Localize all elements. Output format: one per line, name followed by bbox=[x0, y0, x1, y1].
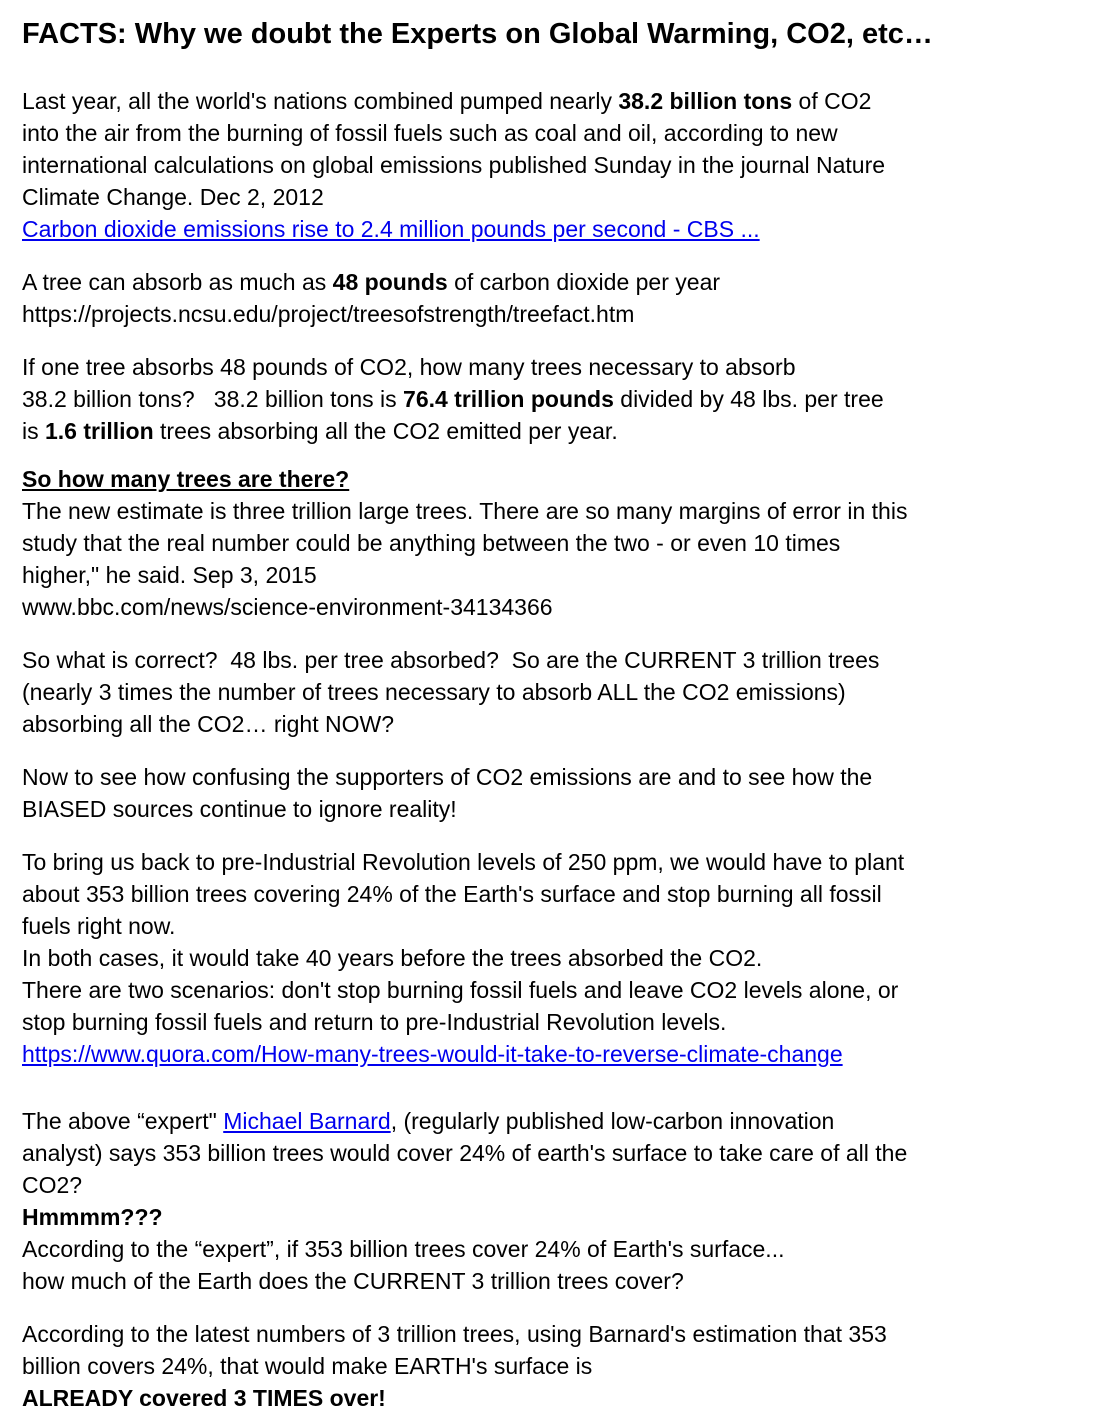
text-line: So what is correct? 48 lbs. per tree absorbed? So are the CURRENT 3 trillion trees bbox=[22, 647, 880, 673]
paragraph-quora-scenarios bbox=[22, 846, 1098, 1070]
text-line: analyst) says 353 billion trees would cover 24% of earth's surface to take care of all the bbox=[22, 1140, 908, 1166]
text-line: , (regularly published low-carbon innovation bbox=[390, 1108, 835, 1134]
paragraph-conclusion bbox=[22, 1318, 1098, 1414]
paragraph-biased-sources bbox=[22, 761, 1098, 825]
text-line: international calculations on global emissions published Sunday in the journal Nature bbox=[22, 152, 886, 178]
text-line: Climate Change. Dec 2, 2012 bbox=[22, 184, 324, 210]
cbs-article-link[interactable]: Carbon dioxide emissions rise to 2.4 million pounds per second - CBS ... bbox=[22, 216, 760, 242]
text-line: of CO2 bbox=[792, 88, 872, 114]
text-line: In both cases, it would take 40 years before the trees absorbed the CO2. bbox=[22, 945, 763, 971]
bbc-url-text: www.bbc.com/news/science-environment-34134366 bbox=[22, 594, 553, 620]
text-line: 38.2 billion tons? 38.2 billion tons is bbox=[22, 386, 404, 412]
text-line: (nearly 3 times the number of trees necessary to absorb ALL the CO2 emissions) bbox=[22, 679, 846, 705]
text-line: fuels right now. bbox=[22, 913, 176, 939]
text-line: BIASED sources continue to ignore reality! bbox=[22, 796, 457, 822]
text-line: A tree can absorb as much as bbox=[22, 269, 333, 295]
text-line: If one tree absorbs 48 pounds of CO2, how many trees necessary to absorb bbox=[22, 354, 796, 380]
paragraph-barnard bbox=[22, 1105, 1098, 1297]
text-line: The new estimate is three trillion large trees. There are so many margins of error in this bbox=[22, 498, 908, 524]
ncsu-url-text: https://projects.ncsu.edu/project/treesofstrength/treefact.htm bbox=[22, 301, 635, 327]
text-line: According to the “expert”, if 353 billion trees cover 24% of Earth's surface... bbox=[22, 1236, 785, 1262]
text-line: study that the real number could be anything between the two - or even 10 times bbox=[22, 530, 841, 556]
conclusion-bold-statement: ALREADY covered 3 TIMES over! bbox=[22, 1385, 386, 1411]
text-line: absorbing all the CO2… right NOW? bbox=[22, 711, 394, 737]
text-line: into the air from the burning of fossil fuels such as coal and oil, according to new bbox=[22, 120, 838, 146]
text-line: CO2? bbox=[22, 1172, 83, 1198]
text-line: trees absorbing all the CO2 emitted per year. bbox=[153, 418, 618, 444]
page-title: FACTS: Why we doubt the Experts on Global Warming, CO2, etc… bbox=[22, 18, 933, 50]
stat-48-pounds: 48 pounds bbox=[332, 269, 448, 295]
stat-billion-tons: 38.2 billion tons bbox=[618, 88, 793, 114]
text-line: billion covers 24%, that would make EARTH's surface is bbox=[22, 1353, 593, 1379]
text-line: According to the latest numbers of 3 trillion trees, using Barnard's estimation that 353 bbox=[22, 1321, 887, 1347]
text-line: how much of the Earth does the CURRENT 3 trillion trees cover? bbox=[22, 1268, 684, 1294]
text-line: of carbon dioxide per year bbox=[447, 269, 721, 295]
stat-trillion-pounds: 76.4 trillion pounds bbox=[403, 386, 614, 412]
paragraph-calculation bbox=[22, 351, 1098, 447]
text-line: higher," he said. Sep 3, 2015 bbox=[22, 562, 317, 588]
paragraph-what-is-correct bbox=[22, 644, 1098, 740]
michael-barnard-link[interactable]: Michael Barnard bbox=[223, 1108, 391, 1134]
section-how-many-trees bbox=[22, 463, 1098, 623]
paragraph-tree-absorb bbox=[22, 266, 1098, 330]
text-line: Now to see how confusing the supporters of CO2 emissions are and to see how the bbox=[22, 764, 873, 790]
section-heading: So how many trees are there? bbox=[22, 466, 350, 492]
text-line: about 353 billion trees covering 24% of the Earth's surface and stop burning all fossil bbox=[22, 881, 882, 907]
text-line: stop burning fossil fuels and return to pre-Industrial Revolution levels. bbox=[22, 1009, 727, 1035]
quora-link[interactable]: https://www.quora.com/How-many-trees-would-it-take-to-reverse-climate-change bbox=[22, 1041, 843, 1067]
paragraph-emissions bbox=[22, 85, 1098, 245]
text-line: To bring us back to pre-Industrial Revolution levels of 250 ppm, we would have to plant bbox=[22, 849, 905, 875]
text-line: is bbox=[22, 418, 45, 444]
stat-trillion-trees: 1.6 trillion bbox=[45, 418, 154, 444]
text-line: Last year, all the world's nations combined pumped nearly bbox=[22, 88, 619, 114]
text-line: The above “expert" bbox=[22, 1108, 224, 1134]
text-line: divided by 48 lbs. per tree bbox=[613, 386, 884, 412]
hmmmm-exclamation: Hmmmm??? bbox=[22, 1204, 163, 1230]
text-line: There are two scenarios: don't stop burning fossil fuels and leave CO2 levels alone, or bbox=[22, 977, 899, 1003]
